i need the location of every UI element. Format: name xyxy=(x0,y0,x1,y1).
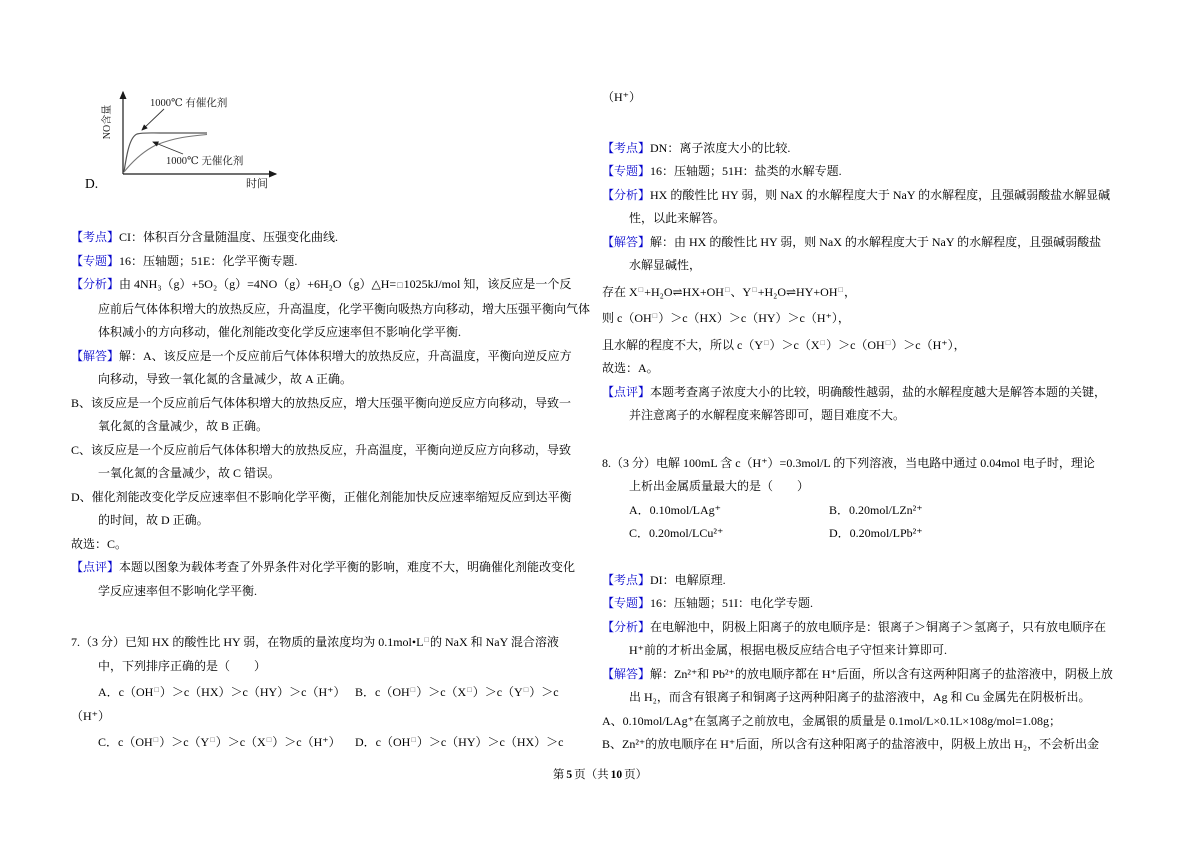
text-line xyxy=(71,392,596,416)
text-run: 且水解的程度不大，所以 c（Y xyxy=(602,337,763,352)
page-footer xyxy=(0,766,1200,784)
text-run: 、Y xyxy=(730,284,752,299)
text-line xyxy=(71,705,596,729)
text-run: A．0.10mol/LAg⁺ xyxy=(629,502,721,517)
text-run: □ xyxy=(764,337,769,347)
text-run: B、该反应是一个反应前后气体体积增大的放热反应，增大压强平衡向逆反应方向移动，导致一 xyxy=(71,395,572,410)
text-line xyxy=(71,580,596,604)
section-tag: 【专题】 xyxy=(602,596,651,610)
text-run: 在电解池中，阴极上阳离子的放电顺序是：银离子＞铜离子＞氢离子，只有放电顺序在 xyxy=(650,619,1107,634)
text-line xyxy=(71,628,596,655)
text-line xyxy=(602,304,1147,331)
text-line xyxy=(602,137,1147,161)
option-item xyxy=(629,522,829,546)
section-tag: 【专题】 xyxy=(71,253,120,268)
leader-arrow-with-catalyst xyxy=(142,109,164,130)
text-run: ）＞c（Y xyxy=(472,685,523,699)
text-run: 性，以此来解答。 xyxy=(629,211,726,225)
text-line xyxy=(602,452,1147,476)
text-run: □ xyxy=(652,311,658,320)
text-run: 的时间，故 D 正确。 xyxy=(98,513,209,527)
text-line xyxy=(71,728,596,755)
text-run: B．0.20mol/LZn²⁺ xyxy=(829,502,923,517)
text-run: □ xyxy=(153,735,159,744)
text-run: 5 xyxy=(566,769,573,781)
text-run: ）＞c（X xyxy=(215,735,266,749)
text-run: 解：Zn²⁺和 Pb²⁺的放电顺序都在 H⁺后面，所以含有这两种阳离子的盐溶液中，阴极上放 xyxy=(650,666,1113,681)
text-line xyxy=(71,462,596,486)
text-line xyxy=(602,686,1147,710)
text-run: ）＞c（H⁺）， xyxy=(891,337,966,352)
section-tag: 【点评】 xyxy=(71,560,120,574)
text-run: ）＞c（X xyxy=(769,337,820,352)
section-tag: 【解答】 xyxy=(602,234,651,249)
text-run: □ xyxy=(752,284,757,294)
section-tag: 【分析】 xyxy=(602,619,651,634)
text-line xyxy=(602,639,1147,663)
text-run: 第 xyxy=(552,769,565,781)
section-tag: 【分析】 xyxy=(71,277,120,291)
text-line xyxy=(602,663,1147,687)
text-line xyxy=(71,486,596,510)
text-run: □ xyxy=(410,685,416,694)
text-run: 页） xyxy=(624,769,648,781)
text-run: 本题考查离子浓度大小的比较，明确酸性越弱，盐的水解程度越大是解答本题的关键， xyxy=(650,384,1107,399)
text-run: CI：体积百分含量随温度、压强变化曲线. xyxy=(119,230,339,244)
text-run: B、Zn²⁺的放电顺序在 H⁺后面，所以含有这种阳离子的盐溶液中，阴极上放出 H₂，不会析出金 xyxy=(602,737,1100,751)
text-run: 应前后气体体积增大的放热反应，升高温度，化学平衡向吸热方向移动，增大压强平衡向气体 xyxy=(98,301,591,316)
text-run: 一氧化氮的含量减少，故 C 错误。 xyxy=(98,466,281,480)
text-run: 10 xyxy=(610,769,623,781)
text-run: 页（共 xyxy=(574,769,609,781)
text-line xyxy=(71,556,596,580)
text-line xyxy=(602,254,1147,278)
text-run: DI：电解原理. xyxy=(650,572,726,587)
text-line xyxy=(71,655,596,679)
text-line xyxy=(602,499,1147,523)
text-run: ）＞c xyxy=(529,685,559,699)
text-run: □ xyxy=(266,735,272,744)
text-line xyxy=(71,321,596,345)
text-run: A．c（OH xyxy=(98,685,154,699)
text-run: ）＞c（HX）＞c（HY）＞c（H⁺）， xyxy=(658,311,850,325)
text-run: B．c（OH xyxy=(355,685,410,699)
text-line xyxy=(602,475,1147,499)
text-run: 水解显碱性， xyxy=(629,258,702,272)
option-d-figure-label: D. xyxy=(85,176,99,191)
text-run: C、该反应是一个反应前后气体体积增大的放热反应，升高温度，平衡向逆反应方向移动，导致 xyxy=(71,442,572,457)
text-run: ）＞c（H⁺） xyxy=(272,735,341,749)
text-run: 学反应速率但不影响化学平衡. xyxy=(98,583,258,598)
curve-with-catalyst-label: 1000℃ 有催化剂 xyxy=(150,98,228,109)
text-line xyxy=(602,569,1147,593)
text-run: 中，下列排序正确的是（ ） xyxy=(98,658,267,673)
text-run: 由 4NH₃（g）+5O₂（g）=4NO（g）+6H₂O（g）△H= xyxy=(119,277,397,291)
text-run: 的 NaX 和 NaY 混合溶液 xyxy=(429,635,559,649)
text-run: D、催化剂能改变化学反应速率但不影响化学平衡，正催化剂能加快反应速率缩短反应到达平衡 xyxy=(71,489,572,504)
text-run: □ xyxy=(411,735,416,744)
text-run: 16：压轴题；51I：电化学专题. xyxy=(650,596,814,610)
text-run: 体积减小的方向移动，催化剂能改变化学反应速率但不影响化学平衡. xyxy=(98,325,462,339)
option-item xyxy=(629,499,829,523)
text-run: 7.（3 分）已知 HX 的酸性比 HY 弱，在物质的量浓度均为 0.1mol•L xyxy=(71,635,424,649)
no-content-vs-time-graph xyxy=(80,80,390,198)
text-run: ）＞c（HY）＞c（HX）＞c xyxy=(416,735,564,749)
text-line xyxy=(71,273,596,298)
text-line xyxy=(71,533,596,557)
text-line xyxy=(602,231,1147,255)
text-run: ）＞c（HX）＞c（HY）＞c（H⁺） xyxy=(159,685,346,699)
text-line xyxy=(71,345,596,369)
text-line xyxy=(602,86,1147,110)
text-line xyxy=(71,509,596,533)
text-run: ）＞c（X xyxy=(416,685,467,699)
graph-x-axis-label: 时间 xyxy=(246,178,268,190)
text-run: □ xyxy=(638,284,644,294)
text-run: +H₂O⇌HX+OH xyxy=(644,284,724,299)
text-line xyxy=(602,404,1147,428)
option-item xyxy=(829,499,923,523)
text-run: 则 c（OH xyxy=(602,311,652,325)
text-run: H⁺前的才析出金属，根据电极反应结合电子守恒来计算即可. xyxy=(629,643,948,657)
text-line xyxy=(71,678,596,705)
text-run: 上析出金属质量最大的是（ ） xyxy=(629,479,810,493)
text-line xyxy=(602,357,1147,381)
section-tag: 【考点】 xyxy=(71,230,120,244)
text-run: D．0.20mol/LPb²⁺ xyxy=(829,526,923,540)
text-run: 16：压轴题；51E：化学平衡专题. xyxy=(119,253,298,268)
section-tag: 【分析】 xyxy=(602,187,651,202)
text-run: ， xyxy=(844,284,857,299)
section-tag: 【点评】 xyxy=(602,384,651,399)
option-item xyxy=(98,678,355,705)
text-run: 存在 X xyxy=(602,284,638,299)
text-run: 本题以图象为载体考查了外界条件对化学平衡的影响，难度不大，明确催化剂能改变化 xyxy=(119,560,576,574)
text-run: 解：由 HX 的酸性比 HY 弱，则 NaX 的水解程度大于 NaY 的水解程度，且强碱弱酸盐 xyxy=(650,234,1102,249)
text-run: 并注意离子的水解程度来解答即可，题目难度不大。 xyxy=(629,408,906,422)
text-run: □ xyxy=(820,337,826,347)
text-run: 故选：C。 xyxy=(71,536,128,551)
text-line xyxy=(602,733,1147,757)
text-line xyxy=(602,331,1147,358)
text-line xyxy=(71,368,596,392)
text-run: +H₂O⇌HY+OH xyxy=(757,284,838,299)
text-line xyxy=(0,766,1200,784)
section-tag: 【解答】 xyxy=(602,666,651,681)
text-run: □ xyxy=(467,685,472,694)
text-line xyxy=(71,226,596,250)
text-run: 向移动，导致一氧化氮的含量减少，故 A 正确。 xyxy=(98,372,353,386)
text-run: □ xyxy=(397,280,403,290)
text-line xyxy=(602,522,1147,546)
text-run: 16：压轴题；51H：盐类的水解专题. xyxy=(650,164,842,178)
text-line xyxy=(71,250,596,274)
text-line xyxy=(602,160,1147,184)
text-run: （H⁺） xyxy=(71,708,111,723)
section-tag: 【考点】 xyxy=(602,572,651,587)
text-line xyxy=(71,298,596,322)
option-item xyxy=(355,678,559,705)
text-run: C．c（OH xyxy=(98,735,153,749)
option-item xyxy=(98,728,355,755)
text-run: □ xyxy=(424,635,429,644)
graph-y-axis-label: NO含量 xyxy=(102,104,113,140)
text-run: C．0.20mol/LCu²⁺ xyxy=(629,526,724,540)
option-item xyxy=(355,728,564,755)
section-tag: 【考点】 xyxy=(602,140,651,155)
text-line xyxy=(602,184,1147,208)
text-run: 氧化氮的含量减少，故 B 正确。 xyxy=(98,419,269,433)
text-line xyxy=(602,278,1147,305)
text-run: □ xyxy=(838,284,844,294)
text-run: ）＞c（OH xyxy=(826,337,885,352)
text-run: 8.（3 分）电解 100mL 含 c（H⁺）=0.3mol/L 的下列溶液，当电路中通过 0.04mol 电子时，理论 xyxy=(602,455,1095,470)
text-line xyxy=(602,207,1147,231)
curve-without-catalyst-label: 1000℃ 无催化剂 xyxy=(166,156,244,167)
text-line xyxy=(71,415,596,439)
text-line xyxy=(602,592,1147,616)
text-run: □ xyxy=(523,685,529,694)
text-line xyxy=(602,710,1147,734)
text-run: ）＞c（Y xyxy=(159,735,210,749)
text-run: 故选：A。 xyxy=(602,361,659,375)
right-column xyxy=(602,86,1147,757)
text-run: （H⁺） xyxy=(602,90,642,104)
text-run: □ xyxy=(154,685,159,694)
text-run: HX 的酸性比 HY 弱，则 NaX 的水解程度大于 NaY 的水解程度，且强碱弱酸盐水解显碱 xyxy=(650,187,1111,202)
text-run: □ xyxy=(210,735,215,744)
text-line xyxy=(602,381,1147,405)
text-run: D．c（OH xyxy=(355,735,411,749)
text-line xyxy=(602,616,1147,640)
text-run: □ xyxy=(885,337,891,347)
leader-arrow-without-catalyst xyxy=(153,142,183,154)
text-line xyxy=(71,439,596,463)
section-tag: 【解答】 xyxy=(71,348,120,363)
option-item xyxy=(829,522,923,546)
text-run: A、0.10mol/LAg⁺在氢离子之前放电，金属银的质量是 0.1mol/L×0.1L×108g/mol=1.08g； xyxy=(602,713,1061,728)
text-run: 1025kJ/mol 知，该反应是一个反 xyxy=(403,277,572,291)
text-run: DN：离子浓度大小的比较. xyxy=(650,140,791,155)
text-run: 出 H₂，而含有银离子和铜离子这两种阳离子的盐溶液中，Ag 和 Cu 金属先在阴极析出。 xyxy=(629,690,1091,704)
text-run: 解：A、该反应是一个反应前后气体体积增大的放热反应，升高温度，平衡向逆反应方 xyxy=(119,348,572,363)
text-run: □ xyxy=(724,284,730,294)
section-tag: 【专题】 xyxy=(602,164,651,178)
left-column xyxy=(71,226,596,755)
